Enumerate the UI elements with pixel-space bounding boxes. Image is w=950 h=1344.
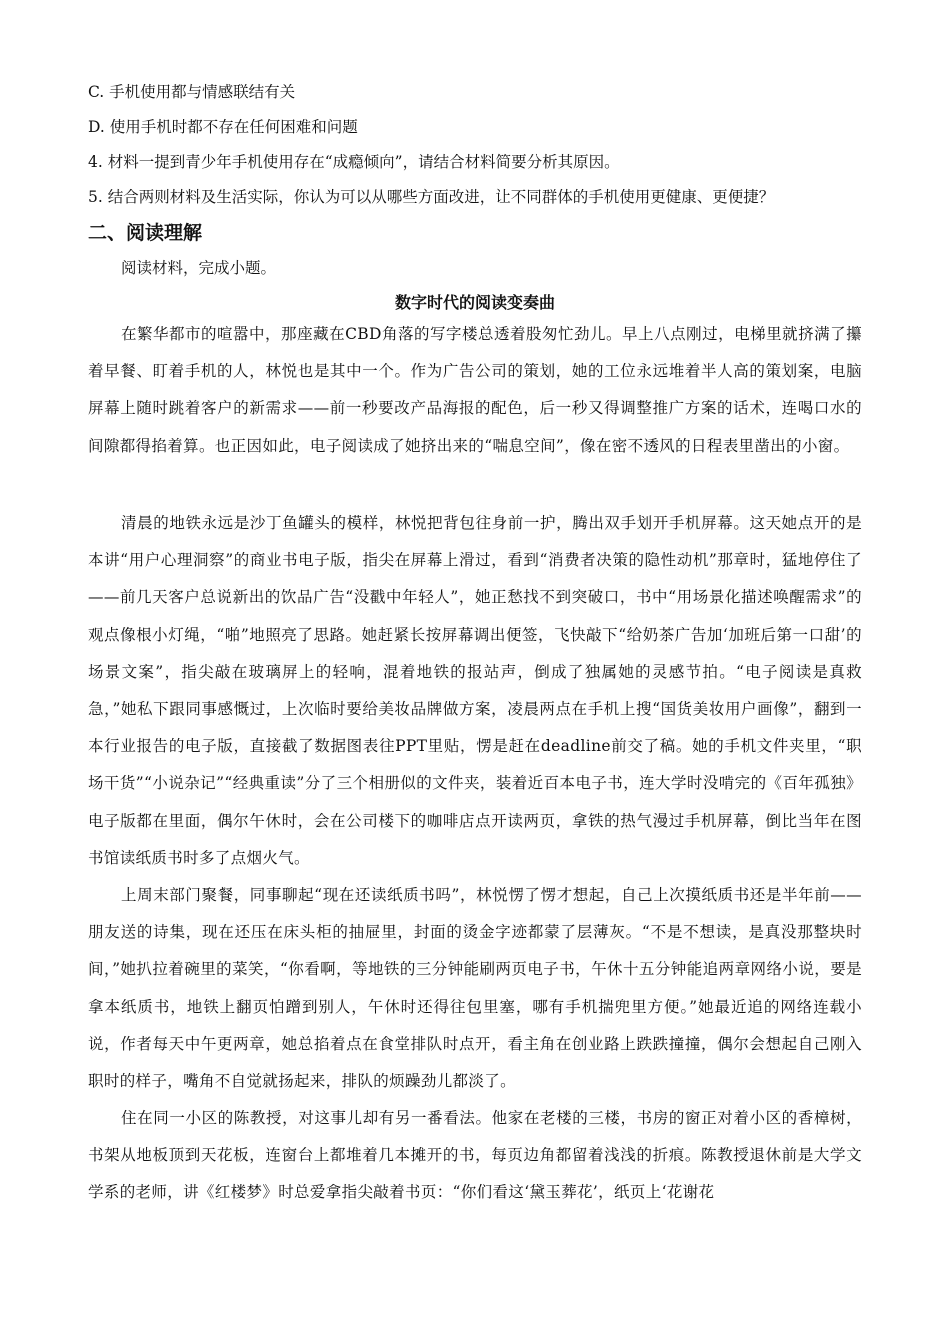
option-c: C. 手机使用都与情感联结有关 — [88, 83, 296, 101]
option-d: D. 使用手机时都不存在任何困难和问题 — [88, 118, 358, 136]
article-paragraph: 在繁华都市的喧嚣中，那座藏在CBD角落的写字楼总透着股匆忙劲儿。早上八点刚过，电梯里就挤满了攥着早餐、盯着手机的人，林悦也是其中一个。作为广告公司的策划，她的工位永远堆着半人高的策划案，电脑屏幕上随时跳着客户的新需求——前一秒要改产品海报的配色，后一秒又得调整推广方案的话术，连喝口水的间隙都得掐着算。也正因如此，电子阅读成了她挤出来的“喘息空间”，像在密不透风的日程表里凿出的小窗。 — [88, 325, 862, 455]
article-title: 数字时代的阅读变奏曲 — [394, 293, 555, 312]
article-paragraph: 住在同一小区的陈教授，对这事儿却有另一番看法。他家在老楼的三楼，书房的窗正对着小区的香樟树，书架从地板顶到天花板，连窗台上都堆着几本摊开的书，每页边角都留着浅浅的折痕。陈教授退休前是大学文学系的老师，讲《红楼梦》时总爱拿指尖敲着书页：“你们看这‘黛玉葬花’，纸页上‘花谢花 — [88, 1109, 862, 1202]
article-paragraph: 上周末部门聚餐，同事聊起“现在还读纸质书吗”，林悦愣了愣才想起，自己上次摸纸质书还是半年前——朋友送的诗集，现在还压在床头柜的抽屉里，封面的烫金字迹都蒙了层薄灰。“不是不想读，是真没那整块时间，”她扒拉着碗里的菜笑，“你看啊，等地铁的三分钟能刷两页电子书，午休十五分钟能追两章网络小说，要是拿本纸质书，地铁上翻页怕蹭到别人，午休时还得往包里塞，哪有手机揣兜里方便。”她最近追的网络连载小说，作者每天中午更两章，她总掐着点在食堂排队时点开，看主角在创业路上跌跌撞撞，偶尔会想起自己刚入职时的样子，嘴角不自觉就扬起来，排队的烦躁劲儿都淡了。 — [88, 886, 862, 1091]
section-heading: 二、阅读理解 — [88, 222, 203, 244]
article-paragraph: 清晨的地铁永远是沙丁鱼罐头的模样，林悦把背包往身前一护，腾出双手划开手机屏幕。这天她点开的是本讲“用户心理洞察”的商业书电子版，指尖在屏幕上滑过，看到“消费者决策的隐性动机”那章时，猛地停住了——前几天客户总说新出的饮品广告“没戳中年轻人”，她正愁找不到突破口，书中“用场景化描述唤醒需求”的观点像根小灯绳，“啪”地照亮了思路。她赶紧长按屏幕调出便签，飞快敲下“给奶茶广告加‘加班后第一口甜’的场景文案”，指尖敲在玻璃屏上的轻响，混着地铁的报站声，倒成了独属她的灵感节拍。“电子阅读是真救急，”她私下跟同事感慨过，上次临时要给美妆品牌做方案，凌晨两点在手机上搜“国货美妆用户画像”，翻到一本行业报告的电子版，直接截了数据图表往PPT里贴，愣是赶在deadline前交了稿。她的手机文件夹里，“职场干货”“小说杂记”“经典重读”分了三个相册似的文件夹，装着近百本电子书，连大学时没啃完的《百年孤独》电子版都在里面，偶尔午休时，会在公司楼下的咖啡店点开读两页，拿铁的热气漫过手机屏幕，倒比当年在图书馆读纸质书时多了点烟火气。 — [88, 514, 862, 867]
question-5: 5. 结合两则材料及生活实际，你认为可以从哪些方面改进，让不同群体的手机使用更健康、更便捷？ — [88, 188, 775, 206]
question-4: 4. 材料一提到青少年手机使用存在“成瘾倾向”，请结合材料简要分析其原因。 — [88, 153, 620, 171]
reading-instruction: 阅读材料，完成小题。 — [121, 259, 277, 277]
